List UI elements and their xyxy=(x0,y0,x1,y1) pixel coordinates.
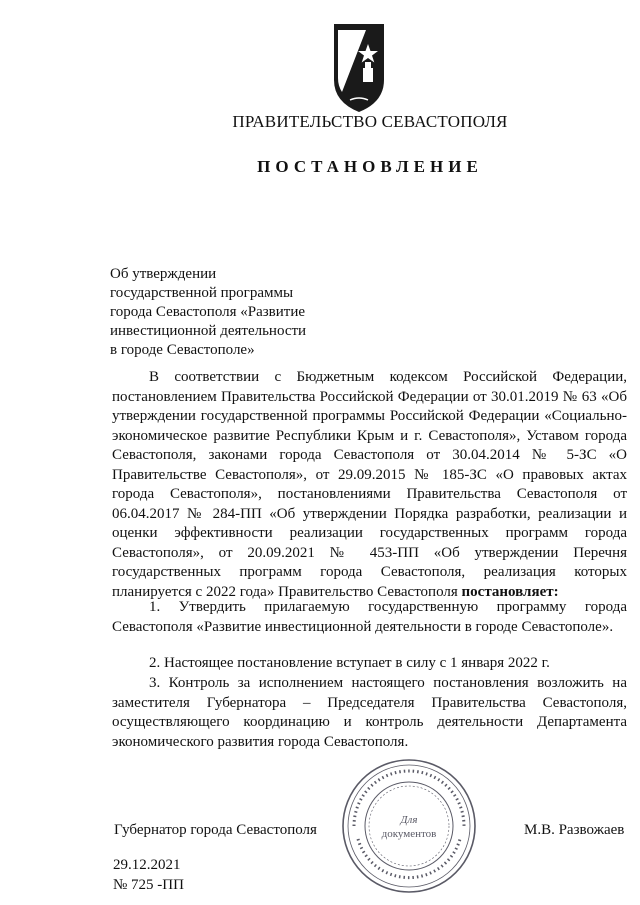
resolution-item-2: 2. Настоящее постановление вступает в силу с 1 января 2022 г. xyxy=(149,655,550,671)
document-type-heading: ПОСТАНОВЛЕНИЕ xyxy=(257,157,483,176)
preamble-paragraph xyxy=(112,368,627,602)
government-name: ПРАВИТЕЛЬСТВО СЕВАСТОПОЛЯ xyxy=(232,112,508,131)
title-line: государственной программы xyxy=(110,285,294,301)
title-line: города Севастополя «Развитие xyxy=(110,304,306,320)
preamble-text: В соответствии с Бюджетным кодексом Российской Федерации, постановлением Правительства Российской Федерации от 30.01.2019 № 63 «Об утверждении государственной программы Российской Федерации «Социально-экономическое развитие Республики Крым и г. Севастополя», Уставом города Севастополя, законами города Севастополя от 30.04.2014 № 5-ЗС «О Правительстве Севастополя», от 29.09.2015 № 185-ЗС «О правовых актах города Севастополя», постановлениями Правительства Севастополя от 06.04.2017 № 284-ПП «Об утверждении Порядка разработки, реализации и оценки эффективности реализации государственных программ города Севастополя», от 20.09.2021 № 453-ПП «Об утверждении Перечня государственных программ города Севастополя, реализация которых планируется с 2022 года» Правительство Севастополя xyxy=(112,369,627,600)
resolution-item-3: 3. Контроль за исполнением настоящего постановления возложить на заместителя Губернатора – Председателя Правительства Севастополя, осуществляющего координацию и контроль деятельности Департамента экономического развития города Севастополя. xyxy=(112,675,627,750)
title-line: в городе Севастополе» xyxy=(110,342,255,358)
document-number: № 725 -ПП xyxy=(113,877,184,893)
official-seal-stamp xyxy=(340,757,478,895)
coat-of-arms-emblem xyxy=(330,22,388,114)
stamp-text-line2: документов xyxy=(381,828,437,840)
title-line: инвестиционной деятельности xyxy=(110,323,307,339)
title-line: Об утверждении xyxy=(110,266,217,282)
stamp-text-line1: Для xyxy=(400,814,418,826)
document-date: 29.12.2021 xyxy=(113,857,181,873)
resolution-item-1: 1. Утвердить прилагаемую государственную программу города Севастополя «Развитие инвестиционной деятельности в городе Севастополе». xyxy=(112,599,627,635)
signatory-name: М.В. Развожаев xyxy=(524,822,625,838)
signatory-role: Губернатор города Севастополя xyxy=(114,822,317,838)
document-title xyxy=(110,265,370,360)
resolves-word: постановляет: xyxy=(461,583,559,600)
